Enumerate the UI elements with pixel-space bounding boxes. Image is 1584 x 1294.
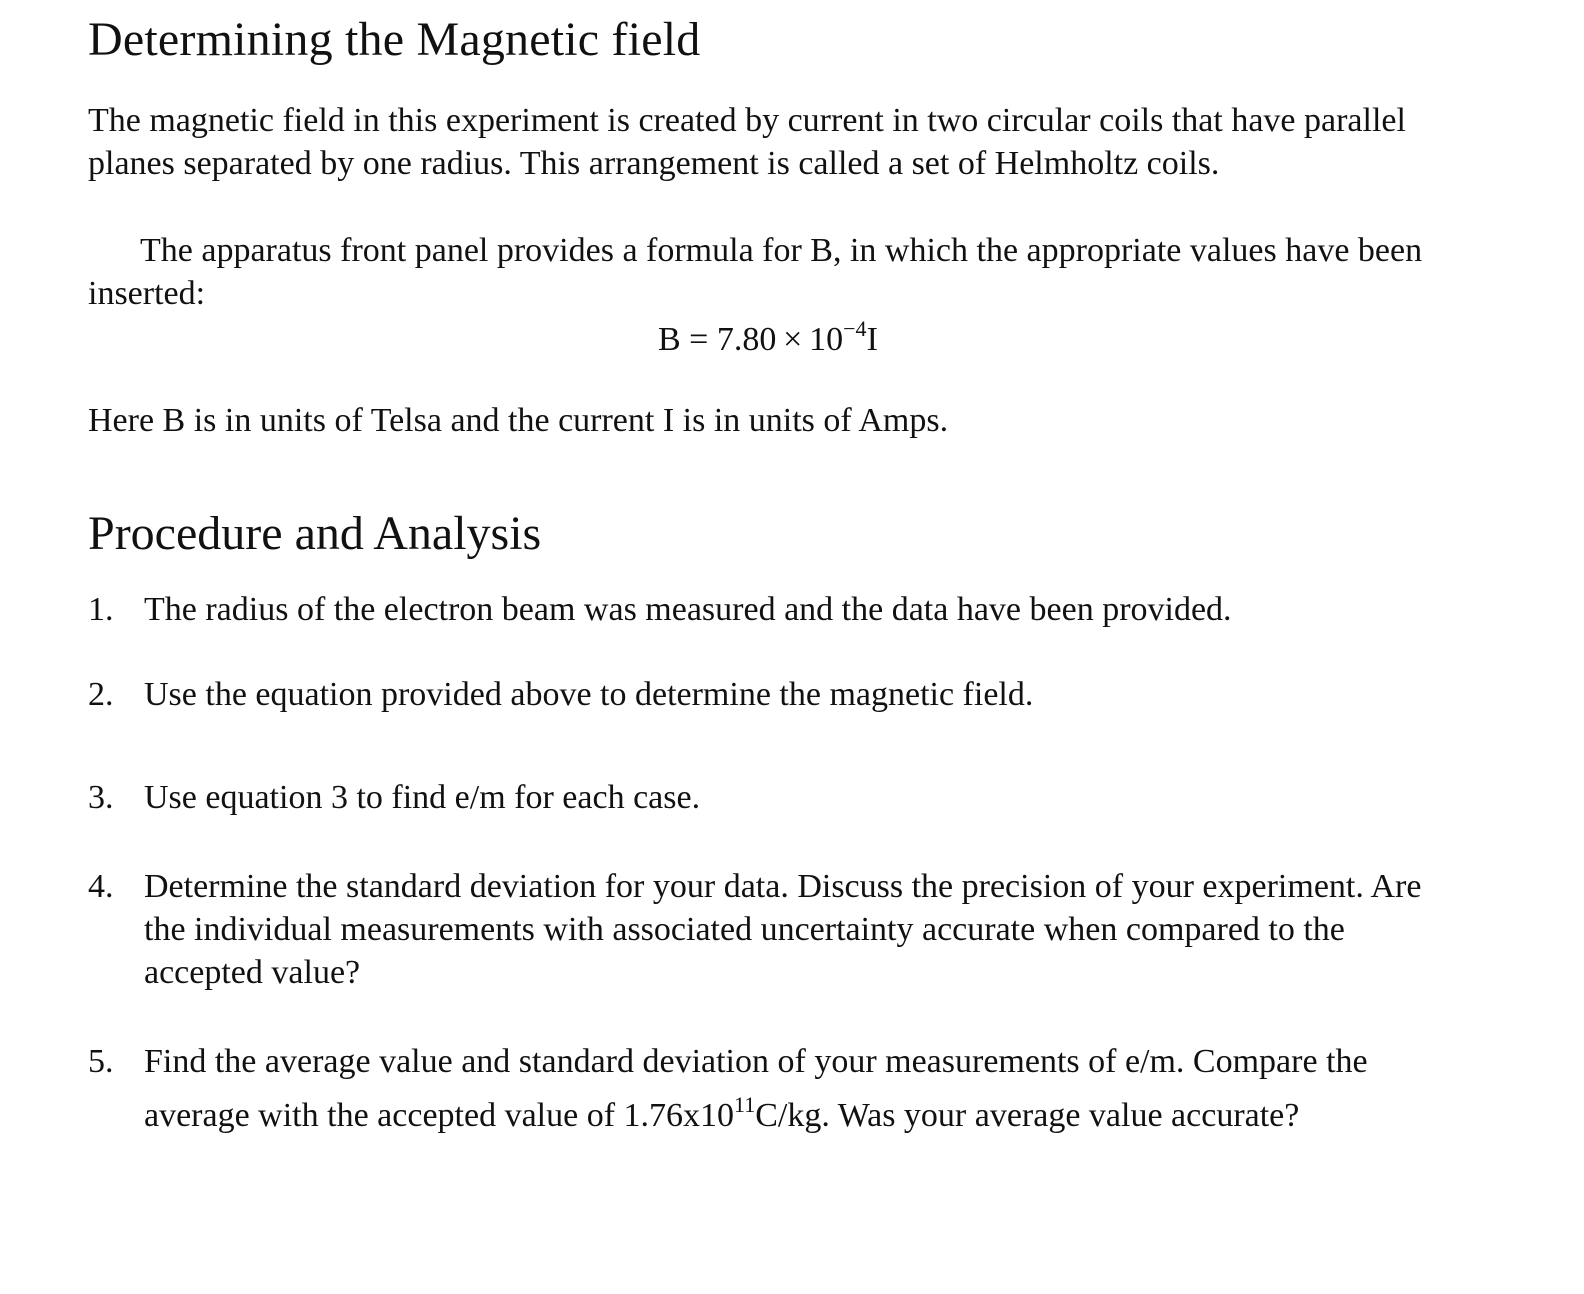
list-item-text: Use equation 3 to find e/m for each case. — [144, 779, 701, 816]
formula-exponent: −4 — [843, 316, 867, 341]
list-item-number: 1. — [88, 591, 114, 628]
section-title-procedure: Procedure and Analysis — [88, 507, 542, 560]
list-item-text — [144, 1040, 1468, 1137]
formula-rhs: I — [866, 321, 878, 358]
list-item-number: 4. — [88, 868, 114, 905]
units-paragraph: Here B is in units of Telsa and the current I is in units of Amps. — [88, 402, 949, 439]
list-item-text-after: C/kg. Was your average value accurate? — [755, 1097, 1300, 1134]
magnetic-field-formula — [658, 316, 878, 359]
list-item — [88, 1040, 1468, 1137]
list-item — [88, 776, 1468, 819]
formula-lhs: B = 7.80 × 10 — [658, 321, 844, 358]
list-item-number: 3. — [88, 779, 114, 816]
list-item-text-before: Find the average value and standard deviation of your measurements of e/m. Compare the average with the accepted value of 1.76x10 — [144, 1043, 1368, 1134]
list-item-number: 2. — [88, 676, 114, 713]
list-item-text: Use the equation provided above to determine the magnetic field. — [144, 676, 1034, 713]
formula-intro-paragraph: The apparatus front panel provides a formula for B, in which the appropriate values have been inserted: — [88, 232, 1423, 312]
list-item-number: 5. — [88, 1043, 114, 1080]
list-item — [88, 588, 1468, 631]
list-item-text: Determine the standard deviation for your data. Discuss the precision of your experiment. Are the individual measurements with associated uncertainty accurate when compared to the accepted value? — [144, 868, 1422, 991]
section-title-magnetic-field: Determining the Magnetic field — [88, 13, 701, 66]
list-item-text: The radius of the electron beam was measured and the data have been provided. — [144, 591, 1232, 628]
list-item — [88, 673, 1468, 716]
accepted-value-exponent: 11 — [734, 1092, 756, 1117]
helmholtz-paragraph: The magnetic field in this experiment is created by current in two circular coils that have parallel planes separated by one radius. This arrangement is called a set of Helmholtz coils. — [88, 102, 1406, 182]
list-item — [88, 865, 1468, 994]
